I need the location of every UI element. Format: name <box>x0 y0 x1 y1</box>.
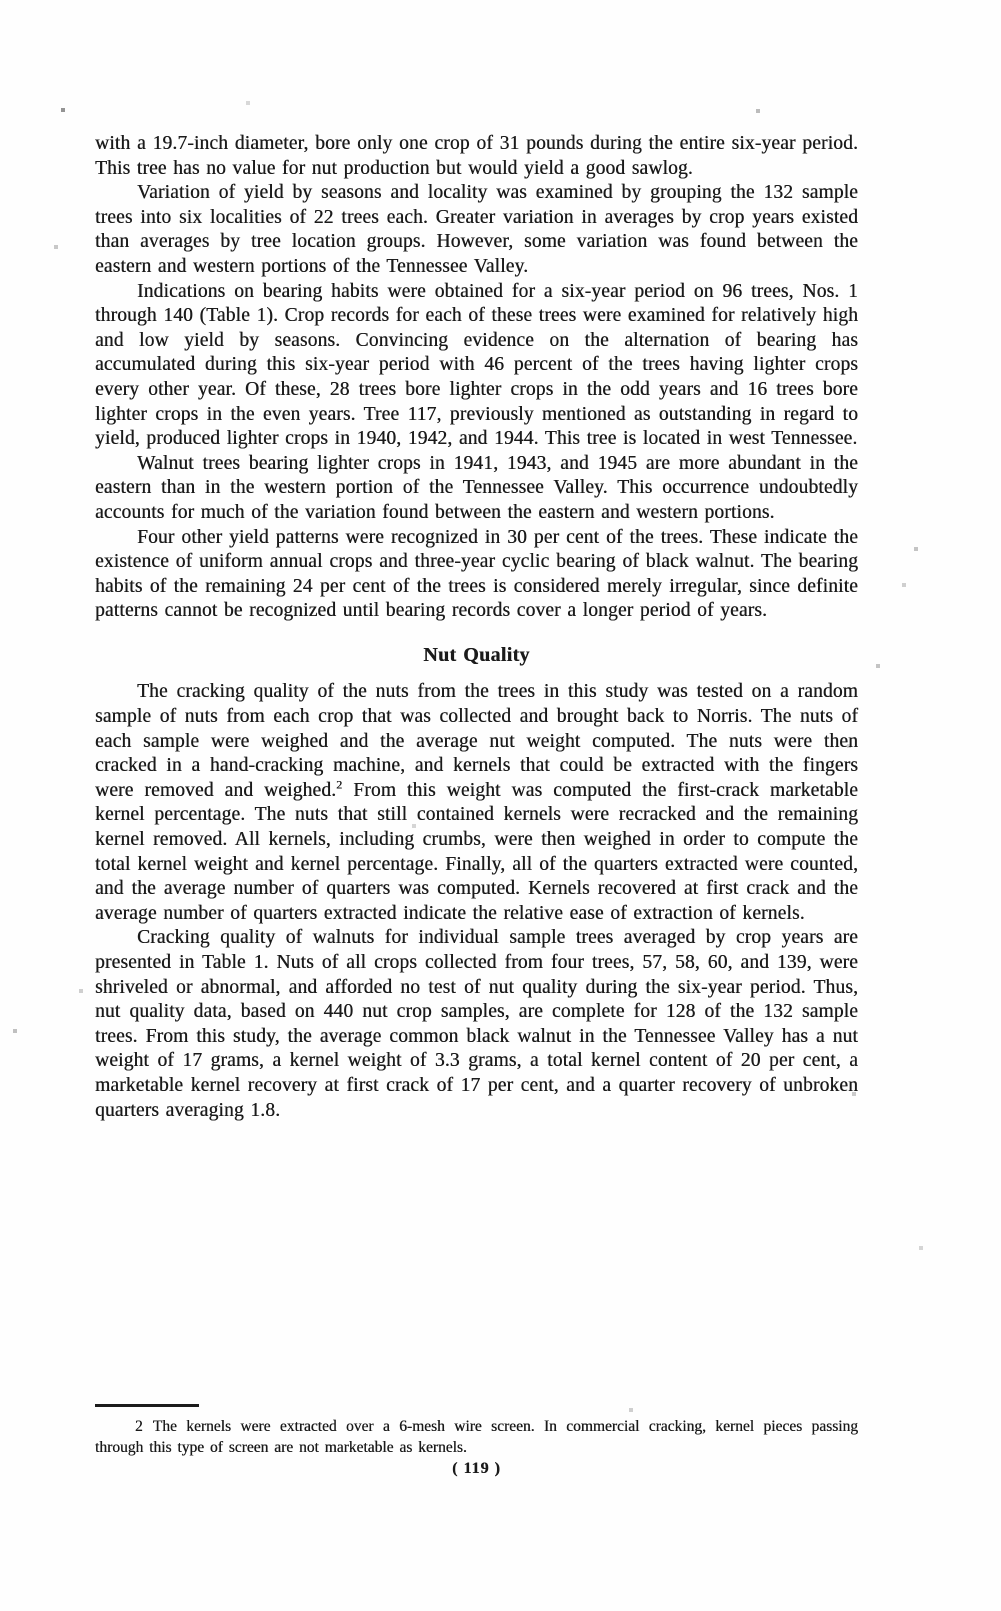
paragraph-cracking-quality <box>95 680 858 926</box>
paragraph-yield-patterns: Four other yield patterns were recognized in 30 per cent of the trees. These indicate the existence of uniform annual crops and three-year cyclic bearing of black walnut. The bearing habits of the remaining 24 per cent of the trees is considered merely irregular, since definite patterns cannot be recognized until bearing records cover a longer period of years. <box>95 526 858 622</box>
page-number: ( 119 ) <box>452 1460 501 1477</box>
paragraph-yield-variation: Variation of yield by seasons and locality was examined by grouping the 132 sample trees into six localities of 22 trees each. Greater variation in averages by crop years existed than averages by tree location groups. However, some variation was found between the eastern and western portions of the Tennessee Valley. <box>95 182 858 277</box>
paragraph-bearing-habits: Indications on bearing habits were obtained for a six-year period on 96 trees, Nos. 1 through 140 (Table 1). Crop records for each of these trees were examined for relatively high and low yield by seasons. Convincing evidence on the alternation of bearing has accumulated during this six-year period with 46 percent of the trees having lighter crops every other year. Of these, 28 trees bore lighter crops in the odd years and 16 trees bore lighter crops in the even years. Tree 117, previously mentioned as outstanding in regard to yield, produced lighter crops in 1940, 1942, and 1944. This tree is located in west Tennessee. <box>95 280 858 450</box>
footnote <box>95 1404 858 1458</box>
section-heading-nut-quality: Nut Quality <box>423 643 530 666</box>
paragraph-lighter-crops: Walnut trees bearing lighter crops in 1941, 1943, and 1945 are more abundant in the eastern than in the western portion of the Tennessee Valley. This occurrence undoubtedly accounts for much of the variation found between the eastern and western portions. <box>95 452 858 523</box>
paragraph-text-before-footnote-ref: The cracking quality of the nuts from the trees in this study was tested on a random sample of nuts from each crop that was collected and brought back to Norris. The nuts of each sample were weighed and the average nut weight computed. The nuts were then cracked in a hand-cracking machine, and kernels that could be extracted with the fingers were removed and weighed. <box>95 681 858 801</box>
footnote-reference: 2 <box>336 777 343 792</box>
paragraph-text-after-footnote-ref: From this weight was computed the first-crack marketable kernel percentage. The nuts that still contained kernels were recracked and the remaining kernel removed. All kernels, including crumbs, were then weighed in order to compute the total kernel weight and kernel percentage. Finally, all of the quarters extracted were counted, and the average number of quarters was computed. Kernels recovered at first crack and the average number of quarters extracted indicate the relative ease of extraction of kernels. <box>95 779 859 924</box>
page-body <box>95 132 858 1123</box>
scan-noise-layer <box>0 0 2 2</box>
footnote-marker: 2 <box>135 1418 143 1435</box>
paragraph-continuation: with a 19.7-inch diameter, bore only one crop of 31 pounds during the entire six-year period. This tree has no value for nut production but would yield a good sawlog. <box>95 133 858 179</box>
footnote-body: The kernels were extracted over a 6-mesh wire screen. In commercial cracking, kernel pieces passing through this type of screen are not marketable as kernels. <box>95 1418 858 1456</box>
paragraph-cracking-results: Cracking quality of walnuts for individual sample trees averaged by crop years are presented in Table 1. Nuts of all crops collected from four trees, 57, 58, 60, and 139, were shriveled or abnormal, and afforded no test of nut quality during the six-year period. Thus, nut quality data, based on 440 nut crop samples, are complete for 128 of the 132 sample trees. From this study, the average common black walnut in the Tennessee Valley has a nut weight of 17 grams, a kernel weight of 3.3 grams, a total kernel content of 20 per cent, a marketable kernel recovery at first crack of 17 per cent, and a quarter recovery of unbroken quarters averaging 1.8. <box>95 927 858 1121</box>
footnote-rule <box>95 1404 199 1407</box>
footnote-text <box>95 1417 858 1458</box>
